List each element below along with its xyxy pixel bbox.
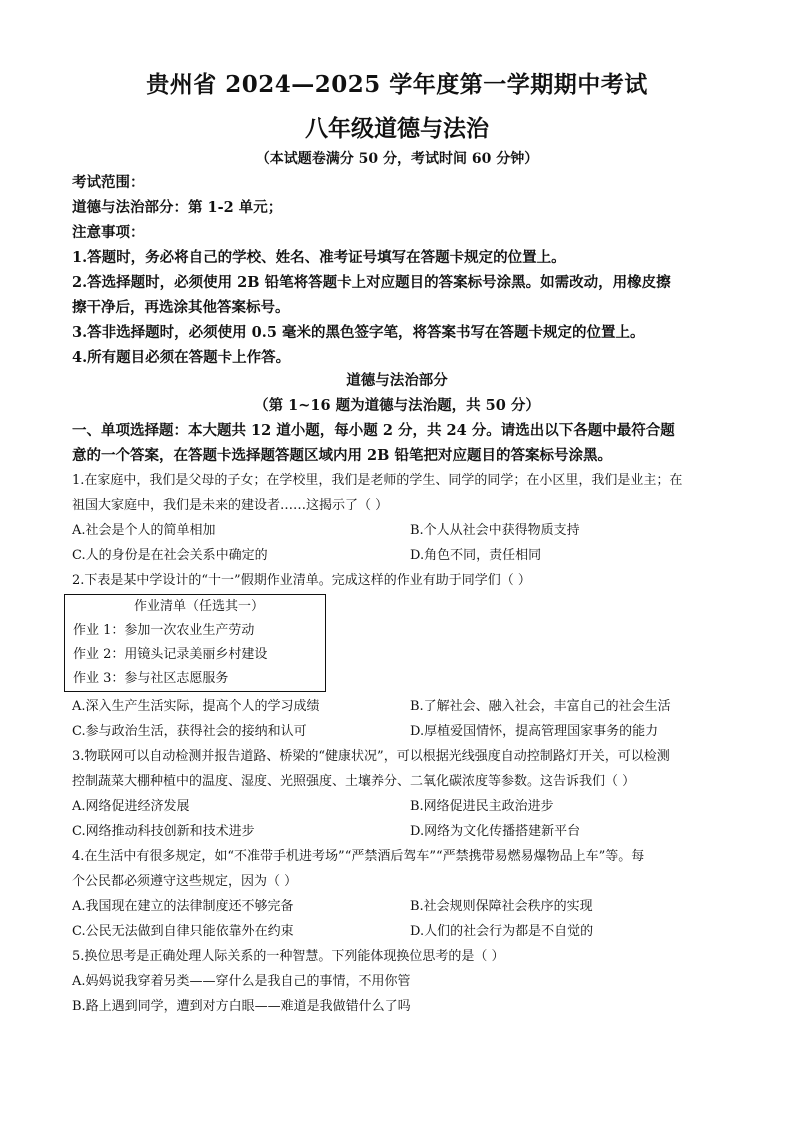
part1-instruction: 意的一个答案，在答题卡选择题答题区域内用 2B 铅笔把对应题目的答案标号涂黑。 <box>72 447 612 464</box>
part1-instruction: 一、单项选择题：本大题共 12 道小题，每小题 2 分，共 24 分。请选出以下各题中最符合题 <box>72 422 675 439</box>
question-stem: 3.物联网可以自动检测并报告道路、桥梁的“健康状况”，可以根据光线强度自动控制路灯开关，可以检测 <box>72 749 670 764</box>
option-d: D.厚植爱国情怀，提高管理国家事务的能力 <box>410 724 659 739</box>
section-subtitle: （第 1~16 题为道德与法治题，共 50 分） <box>254 397 540 414</box>
option-b: B.网络促进民主政治进步 <box>410 799 554 814</box>
instruction-item: 1.答题时，务必将自己的学校、姓名、准考证号填写在答题卡规定的位置上。 <box>72 249 566 266</box>
exam-note: （本试题卷满分 50 分，考试时间 60 分钟） <box>255 151 539 167</box>
question-3 <box>72 744 722 844</box>
instruction-item: 4.所有题目必须在答题卡上作答。 <box>72 349 291 366</box>
option-row <box>72 543 722 568</box>
option-row <box>72 819 722 844</box>
question-4 <box>72 844 722 944</box>
option-a: A.我国现在建立的法律制度还不够完备 <box>72 899 294 914</box>
scope-label: 考试范围： <box>72 174 145 191</box>
option-row <box>72 694 722 719</box>
option-row <box>72 794 722 819</box>
homework-table-row: 作业 3：参与社区志愿服务 <box>73 671 229 686</box>
option-row <box>72 719 722 744</box>
exam-subject: 八年级道德与法治 <box>305 115 489 142</box>
instruction-item: 2.答选择题时，必须使用 2B 铅笔将答题卡上对应题目的答案标号涂黑。如需改动，用橡皮擦 <box>72 274 671 291</box>
instruction-item: 3.答非选择题时，必须使用 0.5 毫米的黑色签字笔，将答案书写在答题卡规定的位置上。 <box>72 324 645 341</box>
option-row <box>72 894 722 919</box>
option-a: A.妈妈说我穿着另类——穿什么是我自己的事情，不用你管 <box>72 974 411 989</box>
section-title: 道德与法治部分 <box>346 372 448 389</box>
option-row <box>72 518 722 543</box>
question-stem: 1.在家庭中，我们是父母的子女；在学校里，我们是老师的学生、同学的同学；在小区里，我们是业主；在 <box>72 473 683 488</box>
option-c: C.参与政治生活，获得社会的接纳和认可 <box>72 724 307 739</box>
question-2-options <box>72 694 722 744</box>
question-stem: 4.在生活中有很多规定，如“不准带手机进考场”“严禁酒后驾车”“严禁携带易燃易爆物品上车”等。每 <box>72 849 645 864</box>
notes-label: 注意事项： <box>72 224 145 241</box>
homework-table-row: 作业 2：用镜头记录美丽乡村建设 <box>73 647 268 662</box>
question-1 <box>72 468 722 568</box>
option-a: A.网络促进经济发展 <box>72 799 190 814</box>
option-a: A.深入生产生活实际，提高个人的学习成绩 <box>72 699 320 714</box>
scope-detail: 道德与法治部分：第 1-2 单元； <box>72 199 283 216</box>
option-a: A.社会是个人的简单相加 <box>72 523 216 538</box>
question-stem: 个公民都必须遵守这些规定，因为（ ） <box>72 874 298 889</box>
question-stem: 祖国大家庭中，我们是未来的建设者……这揭示了（ ） <box>72 498 389 513</box>
question-stem: 控制蔬菜大棚种植中的温度、湿度、光照强度、土壤养分、二氧化碳浓度等参数。这告诉我们（ ） <box>72 774 636 789</box>
option-d: D.人们的社会行为都是不自觉的 <box>410 924 594 939</box>
option-d: D.角色不同，责任相同 <box>410 548 542 563</box>
homework-table <box>64 594 326 692</box>
homework-table-title: 作业清单（任选其一） <box>133 599 264 614</box>
question-5 <box>72 944 722 1019</box>
question-stem: 5.换位思考是正确处理人际关系的一种智慧。下列能体现换位思考的是（ ） <box>72 949 505 964</box>
option-c: C.公民无法做到自律只能依靠外在约束 <box>72 924 294 939</box>
option-d: D.网络为文化传播搭建新平台 <box>410 824 581 839</box>
question-stem: 2.下表是某中学设计的“十一”假期作业清单。完成这样的作业有助于同学们（ ） <box>72 573 531 588</box>
homework-table-row: 作业 1：参加一次农业生产劳动 <box>73 623 255 638</box>
option-b: B.个人从社会中获得物质支持 <box>410 523 580 538</box>
question-2-stem <box>72 568 722 593</box>
instructions <box>72 170 722 370</box>
option-c: C.网络推动科技创新和技术进步 <box>72 824 255 839</box>
option-row <box>72 919 722 944</box>
section-header <box>72 368 722 468</box>
option-b: B.路上遇到同学，遭到对方白眼——难道是我做错什么了吗 <box>72 999 411 1014</box>
instruction-item: 擦干净后，再选涂其他答案标号。 <box>72 299 290 316</box>
option-c: C.人的身份是在社会关系中确定的 <box>72 548 268 563</box>
exam-title: 贵州省 2024—2025 学年度第一学期期中考试 <box>146 71 648 98</box>
option-b: B.社会规则保障社会秩序的实现 <box>410 899 593 914</box>
option-b: B.了解社会、融入社会，丰富自己的社会生活 <box>410 699 671 714</box>
